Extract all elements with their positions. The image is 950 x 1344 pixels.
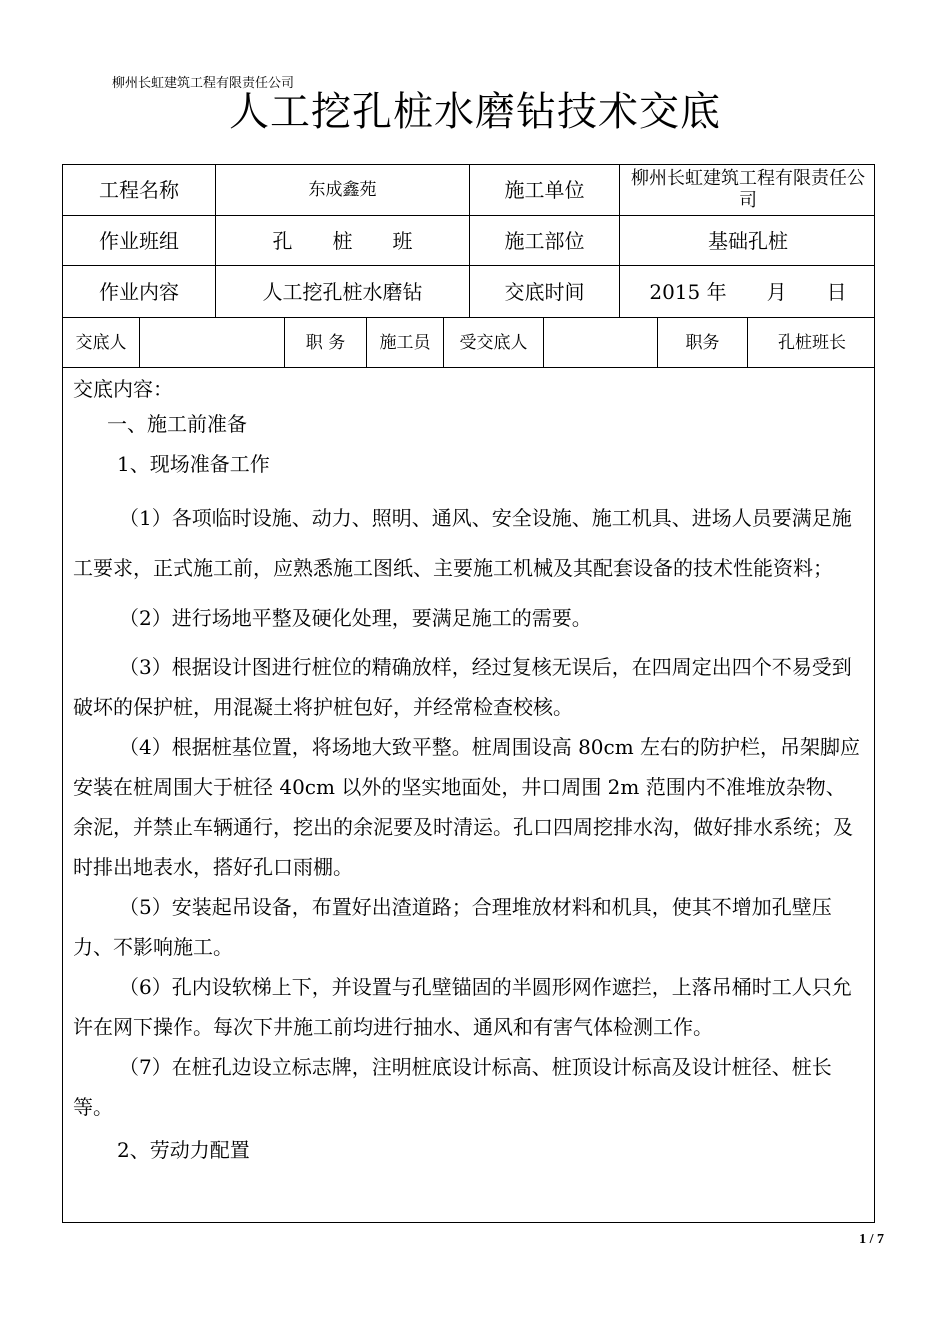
paragraph: （6）孔内设软梯上下，并设置与孔壁锚固的半圆形网作遮拦，上落吊桶时工人只允许在网下操作。每次下井施工前均进行抽水、通风和有害气体检测工作。 (73, 975, 852, 1039)
info-row-team (63, 216, 874, 266)
subsection-heading: 2、劳动力配置 (117, 1138, 250, 1162)
time-label: 交底时间 (470, 266, 620, 317)
giver-value (140, 318, 285, 367)
page-number: 1 / 7 (859, 1232, 884, 1247)
info-row-project (63, 165, 874, 216)
site-label: 施工部位 (470, 216, 620, 265)
work-value: 人工挖孔桩水磨钻 (216, 266, 470, 317)
time-value: 2015 年 月 日 (649, 279, 847, 304)
contractor-label: 施工单位 (470, 165, 620, 215)
giver-label: 交底人 (63, 318, 140, 367)
disclosure-content (63, 368, 874, 1222)
project-name-value: 东成鑫苑 (216, 165, 470, 215)
paragraph: （5）安装起吊设备，布置好出渣道路；合理堆放材料和机具，使其不增加孔壁压力、不影响施工。 (73, 895, 832, 959)
receiver-value (544, 318, 658, 367)
team-label: 作业班组 (63, 216, 216, 265)
receiver-label: 受交底人 (444, 318, 544, 367)
receiver-title-value: 孔桩班长 (778, 332, 846, 353)
signoff-row (63, 318, 874, 368)
paragraph: （7）在桩孔边设立标志牌，注明桩底设计标高、桩顶设计标高及设计桩径、桩长等。 (73, 1055, 832, 1119)
paragraph: （4）根据桩基位置，将场地大致平整。桩周围设高 80cm 左右的防护栏，吊架脚应安装在桩周围大于桩径 40cm 以外的坚实地面处，井口周围 2m 范围内不准堆放杂物、余泥，并禁止车辆通行，挖出的余泥要及时清运。孔口四周挖排水沟，做好排水系统；及时排出地表水，搭好孔口雨棚。 (73, 735, 861, 879)
contractor-value: 柳州长虹建筑工程有限责任公司 (631, 168, 865, 211)
receiver-title-label: 职务 (658, 318, 748, 367)
giver-title-value: 施工员 (367, 318, 444, 367)
content-label: 交底内容： (73, 377, 173, 401)
document-title: 人工挖孔桩水磨钻技术交底 (229, 89, 721, 135)
project-name-label: 工程名称 (63, 165, 216, 215)
site-value: 基础孔桩 (708, 228, 788, 253)
disclosure-form (62, 164, 875, 1223)
paragraph: （2）进行场地平整及硬化处理，要满足施工的需要。 (119, 606, 592, 630)
section-heading: 一、施工前准备 (107, 412, 247, 436)
team-value: 孔 桩 班 (216, 216, 470, 265)
paragraph: （1）各项临时设施、动力、照明、通风、安全设施、施工机具、进场人员要满足施工要求，正式施工前，应熟悉施工图纸、主要施工机械及其配套设备的技术性能资料； (73, 506, 852, 580)
paragraph: （3）根据设计图进行桩位的精确放样，经过复核无误后，在四周定出四个不易受到破坏的保护桩，用混凝土将护桩包好，并经常检查校核。 (73, 655, 852, 719)
giver-title-label: 职 务 (285, 318, 367, 367)
company-header: 柳州长虹建筑工程有限责任公司 (112, 76, 295, 91)
subsection-heading: 1、现场准备工作 (117, 452, 270, 476)
info-row-work (63, 266, 874, 318)
work-label: 作业内容 (63, 266, 216, 317)
